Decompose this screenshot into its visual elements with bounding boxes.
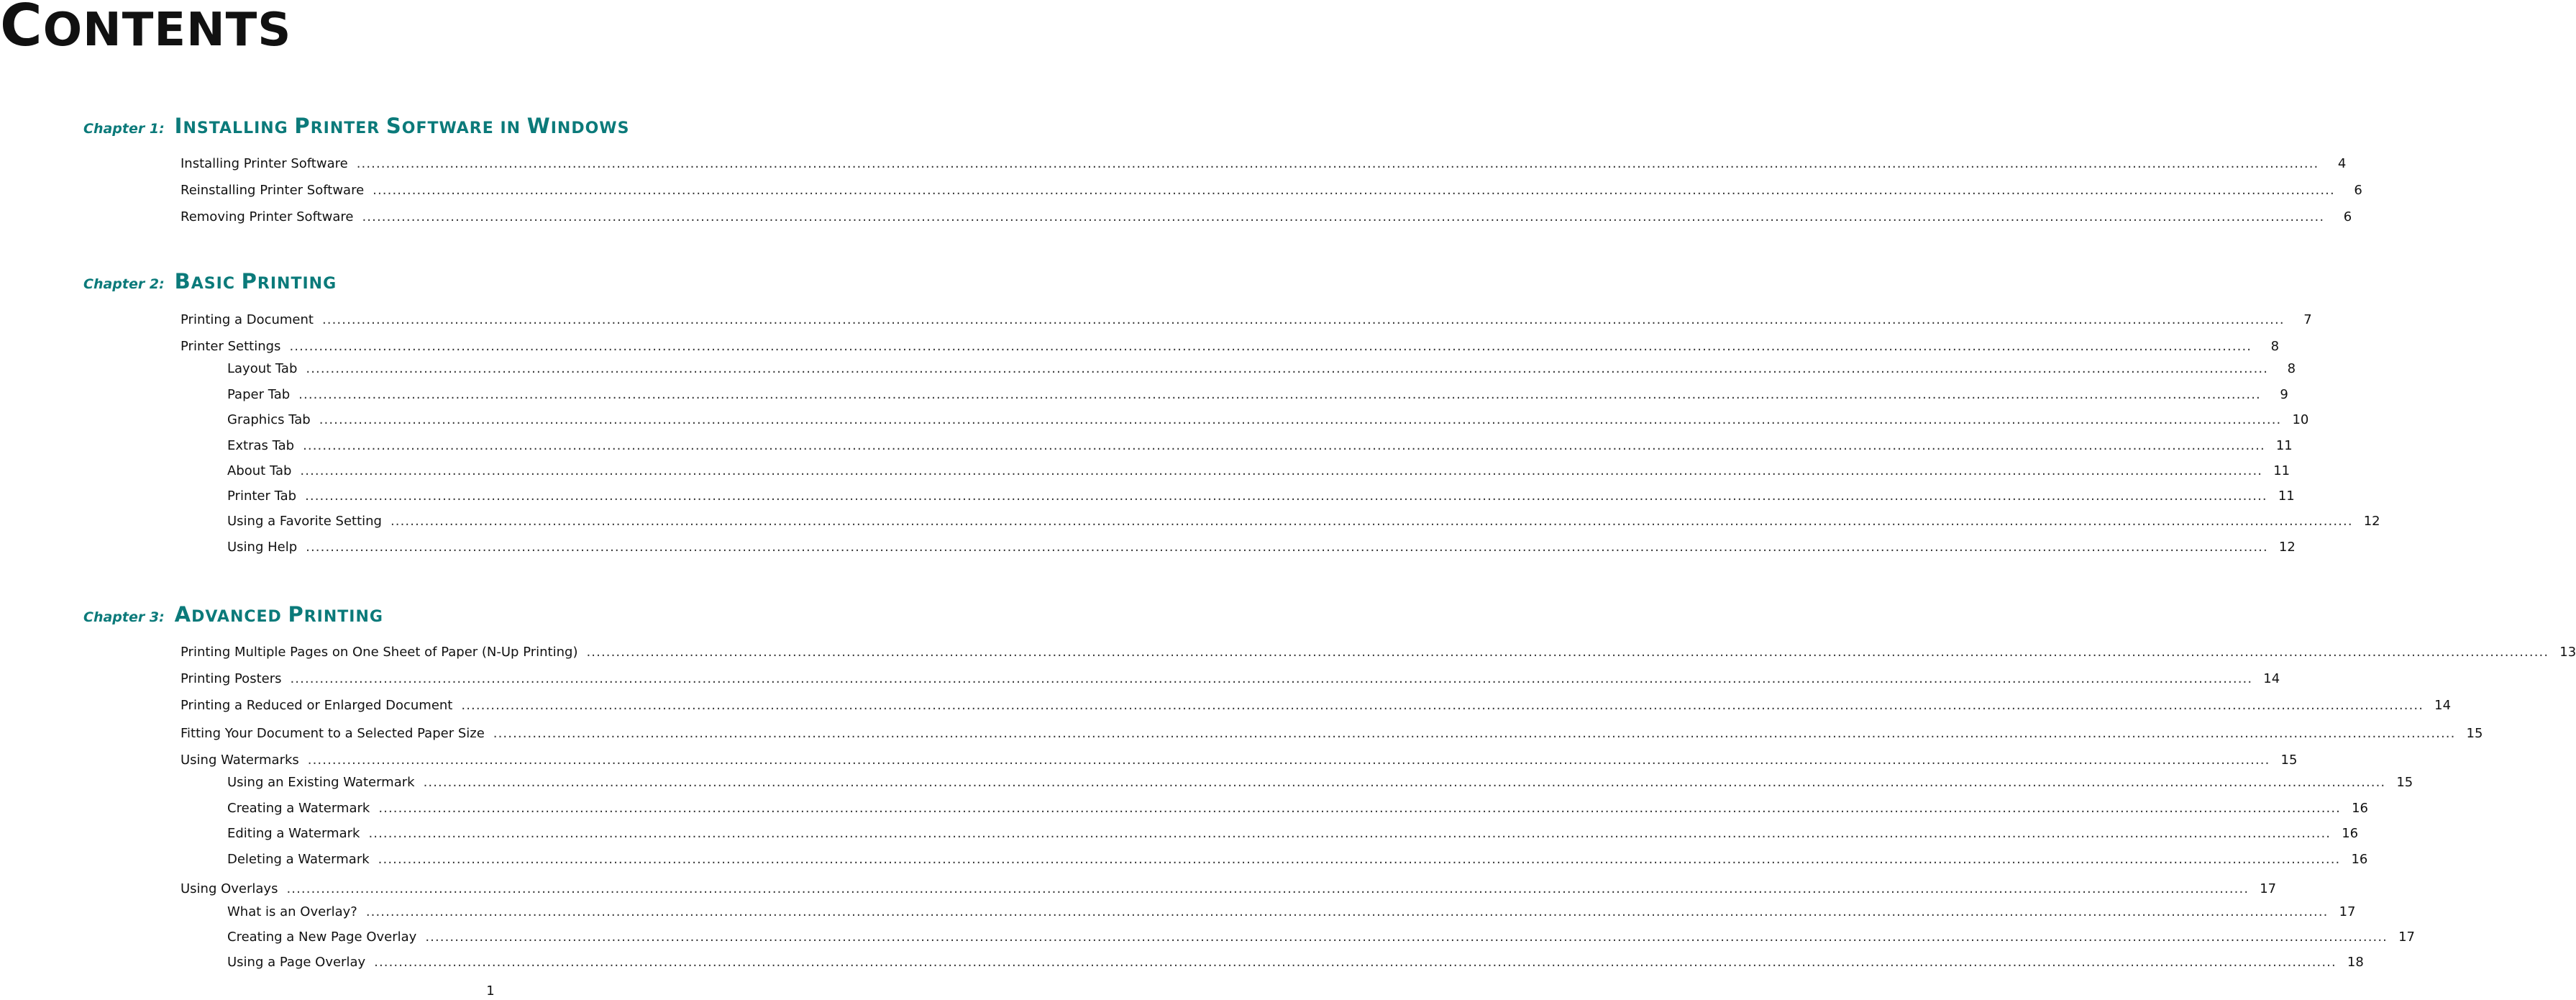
dot-leader: ................................................................................................................................................................................................................................................................................................................................................................................................................ [306, 361, 2269, 376]
toc-entry-page: 9 [2280, 387, 2288, 402]
toc-entry[interactable] [227, 537, 2296, 556]
toc-entry[interactable] [227, 927, 2415, 946]
toc-entry[interactable] [181, 669, 2280, 688]
toc-entry-label: Fitting Your Document to a Selected Paper Size [181, 726, 485, 741]
chapter-title: INSTALLING PRINTER SOFTWARE IN WINDOWS [174, 114, 630, 138]
dot-leader: ................................................................................................................................................................................................................................................................................................................................................................................................................ [286, 881, 2250, 896]
toc-entry[interactable] [227, 850, 2368, 868]
toc-entry[interactable] [181, 750, 2298, 769]
toc-entry-page: 11 [2278, 488, 2295, 504]
dot-leader: ................................................................................................................................................................................................................................................................................................................................................................................................................ [290, 671, 2253, 686]
toc-entry-page: 12 [2278, 540, 2296, 555]
toc-entry-label: Using a Favorite Setting [227, 514, 382, 529]
toc-entry[interactable] [181, 879, 2277, 898]
toc-entry-label: Printer Settings [181, 339, 281, 354]
dot-leader: ................................................................................................................................................................................................................................................................................................................................................................................................................ [378, 801, 2341, 816]
toc-entry-label: Editing a Watermark [227, 826, 360, 841]
toc-entry-page: 14 [2434, 698, 2452, 713]
chapter-title: ADVANCED PRINTING [174, 602, 383, 627]
toc-entry-page: 17 [2398, 929, 2415, 945]
toc-entry-page: 6 [2354, 183, 2362, 198]
toc-entry-page: 15 [2396, 775, 2413, 790]
chapter-label: Chapter 3: [83, 609, 165, 625]
toc-entry-label: Printing a Document [181, 312, 314, 327]
toc-entry[interactable] [181, 154, 2347, 173]
dot-leader: ................................................................................................................................................................................................................................................................................................................................................................................................................ [303, 438, 2265, 453]
toc-entry-page: 17 [2339, 904, 2356, 919]
toc-entry-page: 16 [2352, 801, 2368, 816]
toc-entry-label: Reinstalling Printer Software [181, 183, 365, 198]
chapter-title: BASIC PRINTING [174, 269, 337, 294]
toc-entry[interactable] [227, 461, 2290, 480]
toc-entry-page: 7 [2303, 312, 2312, 327]
toc-entry-page: 15 [2466, 726, 2483, 741]
toc-entry[interactable] [227, 410, 2309, 429]
toc-entry-page: 16 [2351, 852, 2368, 867]
toc-entry-label: Using Watermarks [181, 753, 299, 768]
toc-entry-label: Creating a New Page Overlay [227, 929, 417, 945]
toc-entry[interactable] [227, 385, 2288, 404]
toc-entry[interactable] [227, 512, 2380, 530]
chapter-label: Chapter 2: [83, 276, 165, 292]
toc-entry-page: 11 [2275, 438, 2293, 453]
toc-entry-label: About Tab [227, 463, 292, 478]
dot-leader: ................................................................................................................................................................................................................................................................................................................................................................................................................ [425, 929, 2388, 945]
toc-entry[interactable] [227, 953, 2364, 971]
dot-leader: ................................................................................................................................................................................................................................................................................................................................................................................................................ [461, 698, 2424, 713]
toc-entry-label: Graphics Tab [227, 412, 311, 427]
toc-entry-page: 17 [2260, 881, 2277, 896]
toc-entry[interactable] [181, 642, 2576, 661]
page-title-rest: ONTENTS [42, 4, 292, 57]
dot-leader: ................................................................................................................................................................................................................................................................................................................................................................................................................ [390, 514, 2353, 529]
dot-leader: ................................................................................................................................................................................................................................................................................................................................................................................................................ [321, 312, 2285, 327]
toc-entry-page: 11 [2273, 463, 2290, 478]
dot-leader: ................................................................................................................................................................................................................................................................................................................................................................................................................ [586, 645, 2549, 660]
toc-entry[interactable] [227, 799, 2368, 817]
toc-entry-page: 12 [2363, 514, 2380, 529]
toc-entry-label: Using a Page Overlay [227, 955, 366, 970]
toc-entry-label: Removing Printer Software [181, 209, 354, 224]
dot-leader: ................................................................................................................................................................................................................................................................................................................................................................................................................ [493, 726, 2456, 741]
chapter-2-heading [83, 269, 337, 294]
toc-entry-label: Printing a Reduced or Enlarged Document [181, 698, 453, 713]
dot-leader: ................................................................................................................................................................................................................................................................................................................................................................................................................ [365, 904, 2329, 919]
toc-entry-page: 10 [2292, 412, 2309, 427]
dot-leader: ................................................................................................................................................................................................................................................................................................................................................................................................................ [368, 826, 2331, 841]
toc-entry-label: Layout Tab [227, 361, 298, 376]
toc-entry[interactable] [227, 436, 2293, 455]
toc-entry[interactable] [181, 181, 2362, 199]
dot-leader: ................................................................................................................................................................................................................................................................................................................................................................................................................ [356, 156, 2319, 171]
toc-entry-label: Deleting a Watermark [227, 852, 370, 867]
toc-entry-label: Using Help [227, 540, 298, 555]
dot-leader: ................................................................................................................................................................................................................................................................................................................................................................................................................ [362, 209, 2325, 224]
toc-entry[interactable] [227, 773, 2413, 791]
toc-entry-page: 8 [2270, 339, 2280, 354]
dot-leader: ................................................................................................................................................................................................................................................................................................................................................................................................................ [305, 488, 2267, 504]
toc-entry[interactable] [181, 310, 2312, 329]
dot-leader: ................................................................................................................................................................................................................................................................................................................................................................................................................ [373, 183, 2335, 198]
toc-entry-label: Paper Tab [227, 387, 291, 402]
toc-entry[interactable] [181, 337, 2280, 355]
chapter-3-heading [83, 602, 383, 627]
page-number: 1 [486, 983, 495, 999]
toc-entry[interactable] [227, 486, 2295, 505]
page-title [0, 0, 291, 59]
toc-entry-page: 14 [2263, 671, 2280, 686]
dot-leader: ................................................................................................................................................................................................................................................................................................................................................................................................................ [319, 412, 2282, 427]
dot-leader: ................................................................................................................................................................................................................................................................................................................................................................................................................ [306, 540, 2268, 555]
toc-entry-page: 4 [2337, 156, 2347, 171]
toc-entry-label: Using an Existing Watermark [227, 775, 415, 790]
toc-entry-label: What is an Overlay? [227, 904, 357, 919]
dot-leader: ................................................................................................................................................................................................................................................................................................................................................................................................................ [300, 463, 2263, 478]
toc-entry-label: Creating a Watermark [227, 801, 370, 816]
toc-entry-label: Printer Tab [227, 488, 297, 504]
chapter-label: Chapter 1: [83, 121, 165, 137]
page-title-initial: C [0, 0, 43, 59]
toc-entry-page: 6 [2343, 209, 2352, 224]
dot-leader: ................................................................................................................................................................................................................................................................................................................................................................................................................ [298, 387, 2261, 402]
toc-entry-label: Using Overlays [181, 881, 278, 896]
toc-entry-label: Printing Multiple Pages on One Sheet of Paper (N-Up Printing) [181, 645, 578, 660]
toc-entry-page: 8 [2287, 361, 2296, 376]
toc-entry-page: 13 [2559, 645, 2576, 660]
toc-entry-label: Extras Tab [227, 438, 295, 453]
toc-entry[interactable] [227, 902, 2356, 921]
toc-entry[interactable] [181, 207, 2352, 226]
toc-entry-page: 18 [2347, 955, 2364, 970]
dot-leader: ................................................................................................................................................................................................................................................................................................................................................................................................................ [307, 753, 2270, 768]
toc-entry[interactable] [227, 824, 2359, 842]
dot-leader: ................................................................................................................................................................................................................................................................................................................................................................................................................ [378, 852, 2341, 867]
toc-entry[interactable] [181, 724, 2483, 742]
toc-entry-page: 16 [2342, 826, 2359, 841]
dot-leader: ................................................................................................................................................................................................................................................................................................................................................................................................................ [289, 339, 2252, 354]
toc-entry-label: Installing Printer Software [181, 156, 348, 171]
toc-entry[interactable] [181, 696, 2452, 714]
chapter-1-heading [83, 114, 629, 138]
toc-entry[interactable] [227, 359, 2296, 378]
dot-leader: ................................................................................................................................................................................................................................................................................................................................................................................................................ [374, 955, 2337, 970]
dot-leader: ................................................................................................................................................................................................................................................................................................................................................................................................................ [423, 775, 2386, 790]
toc-entry-label: Printing Posters [181, 671, 282, 686]
toc-entry-page: 15 [2280, 753, 2298, 768]
